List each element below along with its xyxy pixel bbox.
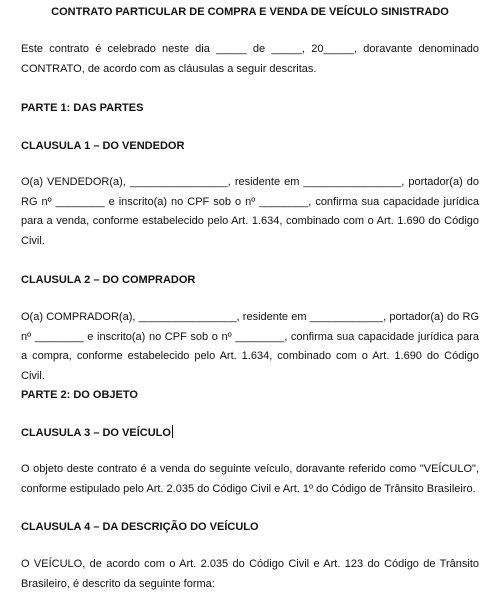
- clause-2-heading: CLAUSULA 2 – DO COMPRADOR: [21, 274, 196, 286]
- clause-3-heading-line: [21, 425, 173, 440]
- intro-paragraph: Este contrato é celebrado neste dia _____ de _____, 20_____, doravante denominado CONTRATO, de acordo com as cláusulas a seguir descritas.: [21, 43, 479, 75]
- clause-2-paragraph: O(a) COMPRADOR(a), ________________, residente em ____________, portador(a) do RG nº ________ e inscrito(a) no CPF sob o nº ________, confirma sua capacidade jurídica para a compra, conforme estabelecido pelo Art. 1.634, combinado com o Art. 1.690 do Código Civil.: [21, 311, 479, 382]
- text-cursor: [172, 425, 173, 438]
- section-heading-parte-1: PARTE 1: DAS PARTES: [21, 102, 144, 114]
- clause-1-heading: CLAUSULA 1 – DO VENDEDOR: [21, 140, 185, 152]
- document-title: CONTRATO PARTICULAR DE COMPRA E VENDA DE VEÍCULO SINISTRADO: [51, 6, 449, 18]
- clause-4-heading: CLAUSULA 4 – DA DESCRIÇÃO DO VEÍCULO: [21, 521, 259, 533]
- clause-1-paragraph: O(a) VENDEDOR(a), ________________, residente em ________________, portador(a) do RG nº ________ e inscrito(a) no CPF sob o nº ________, confirma sua capacidade jurídica para a venda, conforme estabelecido pelo Art. 1.634, combinado com o Art. 1.690 do Código Civil.: [21, 176, 479, 247]
- section-heading-parte-2: PARTE 2: DO OBJETO: [21, 389, 138, 401]
- clause-4-paragraph: O VEÍCULO, de acordo com o Art. 2.035 do Código Civil e Art. 123 do Código de Trânsito Brasileiro, é descrito da seguinte forma:: [21, 558, 479, 590]
- clause-3-paragraph: O objeto deste contrato é a venda do seguinte veículo, doravante referido como "VEÍCULO", conforme estipulado pelo Art. 2.035 do Código Civil e Art. 1º do Código de Trânsito Brasileiro.: [21, 463, 479, 495]
- clause-3-heading: CLAUSULA 3 – DO VEÍCULO: [21, 427, 171, 439]
